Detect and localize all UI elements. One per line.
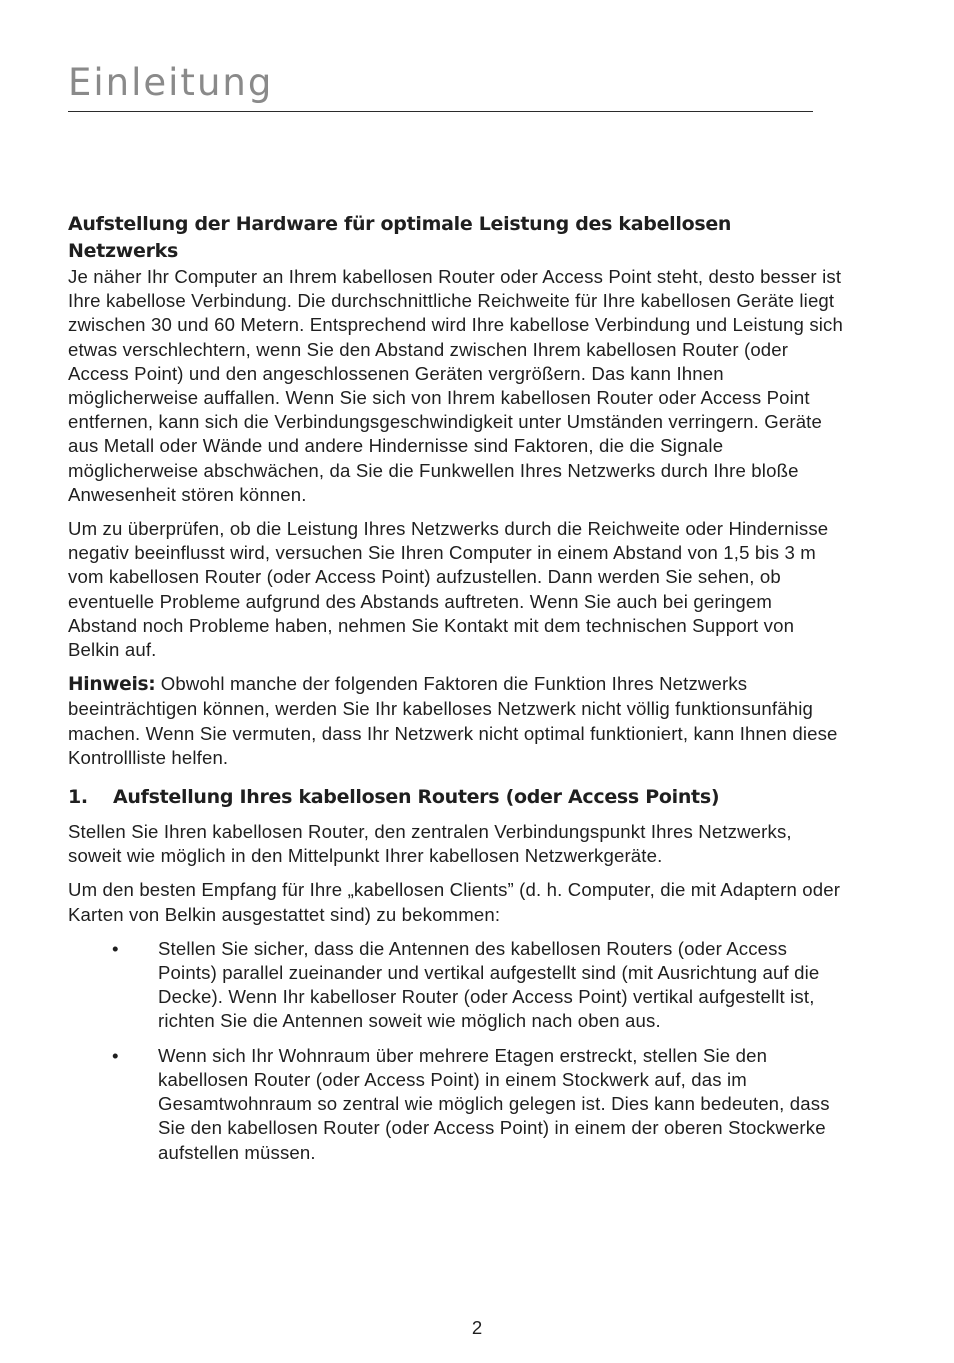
note-paragraph: [68, 672, 844, 770]
bullet-icon: •: [112, 1044, 119, 1066]
list-item: [68, 1044, 844, 1165]
header-divider: [68, 111, 813, 112]
heading-number: 1.: [68, 786, 88, 809]
section-heading-line1: Aufstellung der Hardware für optimale Leistung des kabellosen: [68, 213, 732, 235]
numbered-heading-1: [68, 784, 844, 810]
page-number: 2: [471, 1317, 483, 1338]
note-label: Hinweis:: [68, 674, 156, 696]
note-text: Obwohl manche der folgenden Faktoren die Funktion Ihres Netzwerks beeinträchtigen können, werden Sie Ihr kabelloses Netzwerk nicht völlig funktionsunfähig machen. Wenn Sie vermuten, dass Ihr Netzwerk nicht optimal funktioniert, kann Ihnen diese Kontrollliste helfen.: [68, 673, 838, 768]
item1-paragraph-2: Um den besten Empfang für Ihre „kabellosen Clients” (d. h. Computer, die mit Adaptern oder Karten von Belkin ausgestattet sind) zu bekommen:: [68, 879, 841, 925]
list-item-text: Stellen Sie sicher, dass die Antennen des kabellosen Routers (oder Access Points) parallel zueinander und vertikal aufgestellt sind (mit Ausrichtung auf die Decke). Wenn Ihr kabelloser Router (oder Access Point) vertikal aufgestellt ist, richten Sie die Antennen soweit wie möglich nach oben aus.: [158, 937, 820, 1032]
section-paragraph-1: Je näher Ihr Computer an Ihrem kabellosen Router oder Access Point steht, desto besser ist Ihre kabellose Verbindung. Die durchschnittliche Reichweite für Ihre kabellosen Geräte liegt zwischen 30 und 60 Metern. Entsprechend wird Ihre kabellose Verbindung und Leistung sich etwas verschlechtern, wenn Sie den Abstand zwischen Ihrem kabellosen Router (oder Access Point) und den angeschlossenen Geräten vergrößern. Das kann Ihnen möglicherweise auffallen. Wenn Sie sich von Ihrem kabellosen Router oder Access Point entfernen, kann sich die Verbindungsgeschwindigkeit unter Umständen verringern. Geräte aus Metall oder Wände und andere Hindernisse sind Faktoren, die die Signale möglicherweise abschwächen, da Sie die Funkwellen Ihres Netzwerks durch Ihre bloße Anwesenheit stören können.: [68, 266, 843, 505]
section-paragraph-2: Um zu überprüfen, ob die Leistung Ihres Netzwerks durch die Reichweite oder Hindernisse negativ beeinflusst wird, versuchen Sie Ihren Computer in einem Abstand von 1,5 bis 3 m vom kabellosen Router (oder Access Point) aufzustellen. Dann werden Sie sehen, ob eventuelle Probleme aufgrund des Abstands auftreten. Wenn Sie auch bei geringem Abstand noch Probleme haben, nehmen Sie Kontakt mit dem technischen Support von Belkin auf.: [68, 518, 829, 661]
section-heading: [68, 211, 844, 265]
bullet-icon: •: [112, 937, 119, 959]
list-item-text: Wenn sich Ihr Wohnraum über mehrere Etagen erstreckt, stellen Sie den kabellosen Router (oder Access Point) in einem Stockwerk auf, das im Gesamtwohnraum so zentral wie möglich gelegen ist. Dies kann bedeuten, dass Sie den kabellosen Router (oder Access Point) in einem der oberen Stockwerke aufstellen müssen.: [158, 1044, 830, 1163]
list-item: [68, 937, 844, 1034]
page-title: Einleitung: [68, 61, 274, 104]
heading-text: Aufstellung Ihres kabellosen Routers (oder Access Points): [113, 786, 720, 809]
page-header: [68, 60, 813, 112]
bullet-list: [68, 937, 844, 1165]
section-heading-line2: Netzwerks: [68, 240, 178, 262]
page-content: [68, 211, 844, 1175]
item1-paragraph-1: Stellen Sie Ihren kabellosen Router, den zentralen Verbindungspunkt Ihres Netzwerks, soweit wie möglich in den Mittelpunkt Ihrer kabellosen Netzwerkgeräte.: [68, 821, 792, 867]
